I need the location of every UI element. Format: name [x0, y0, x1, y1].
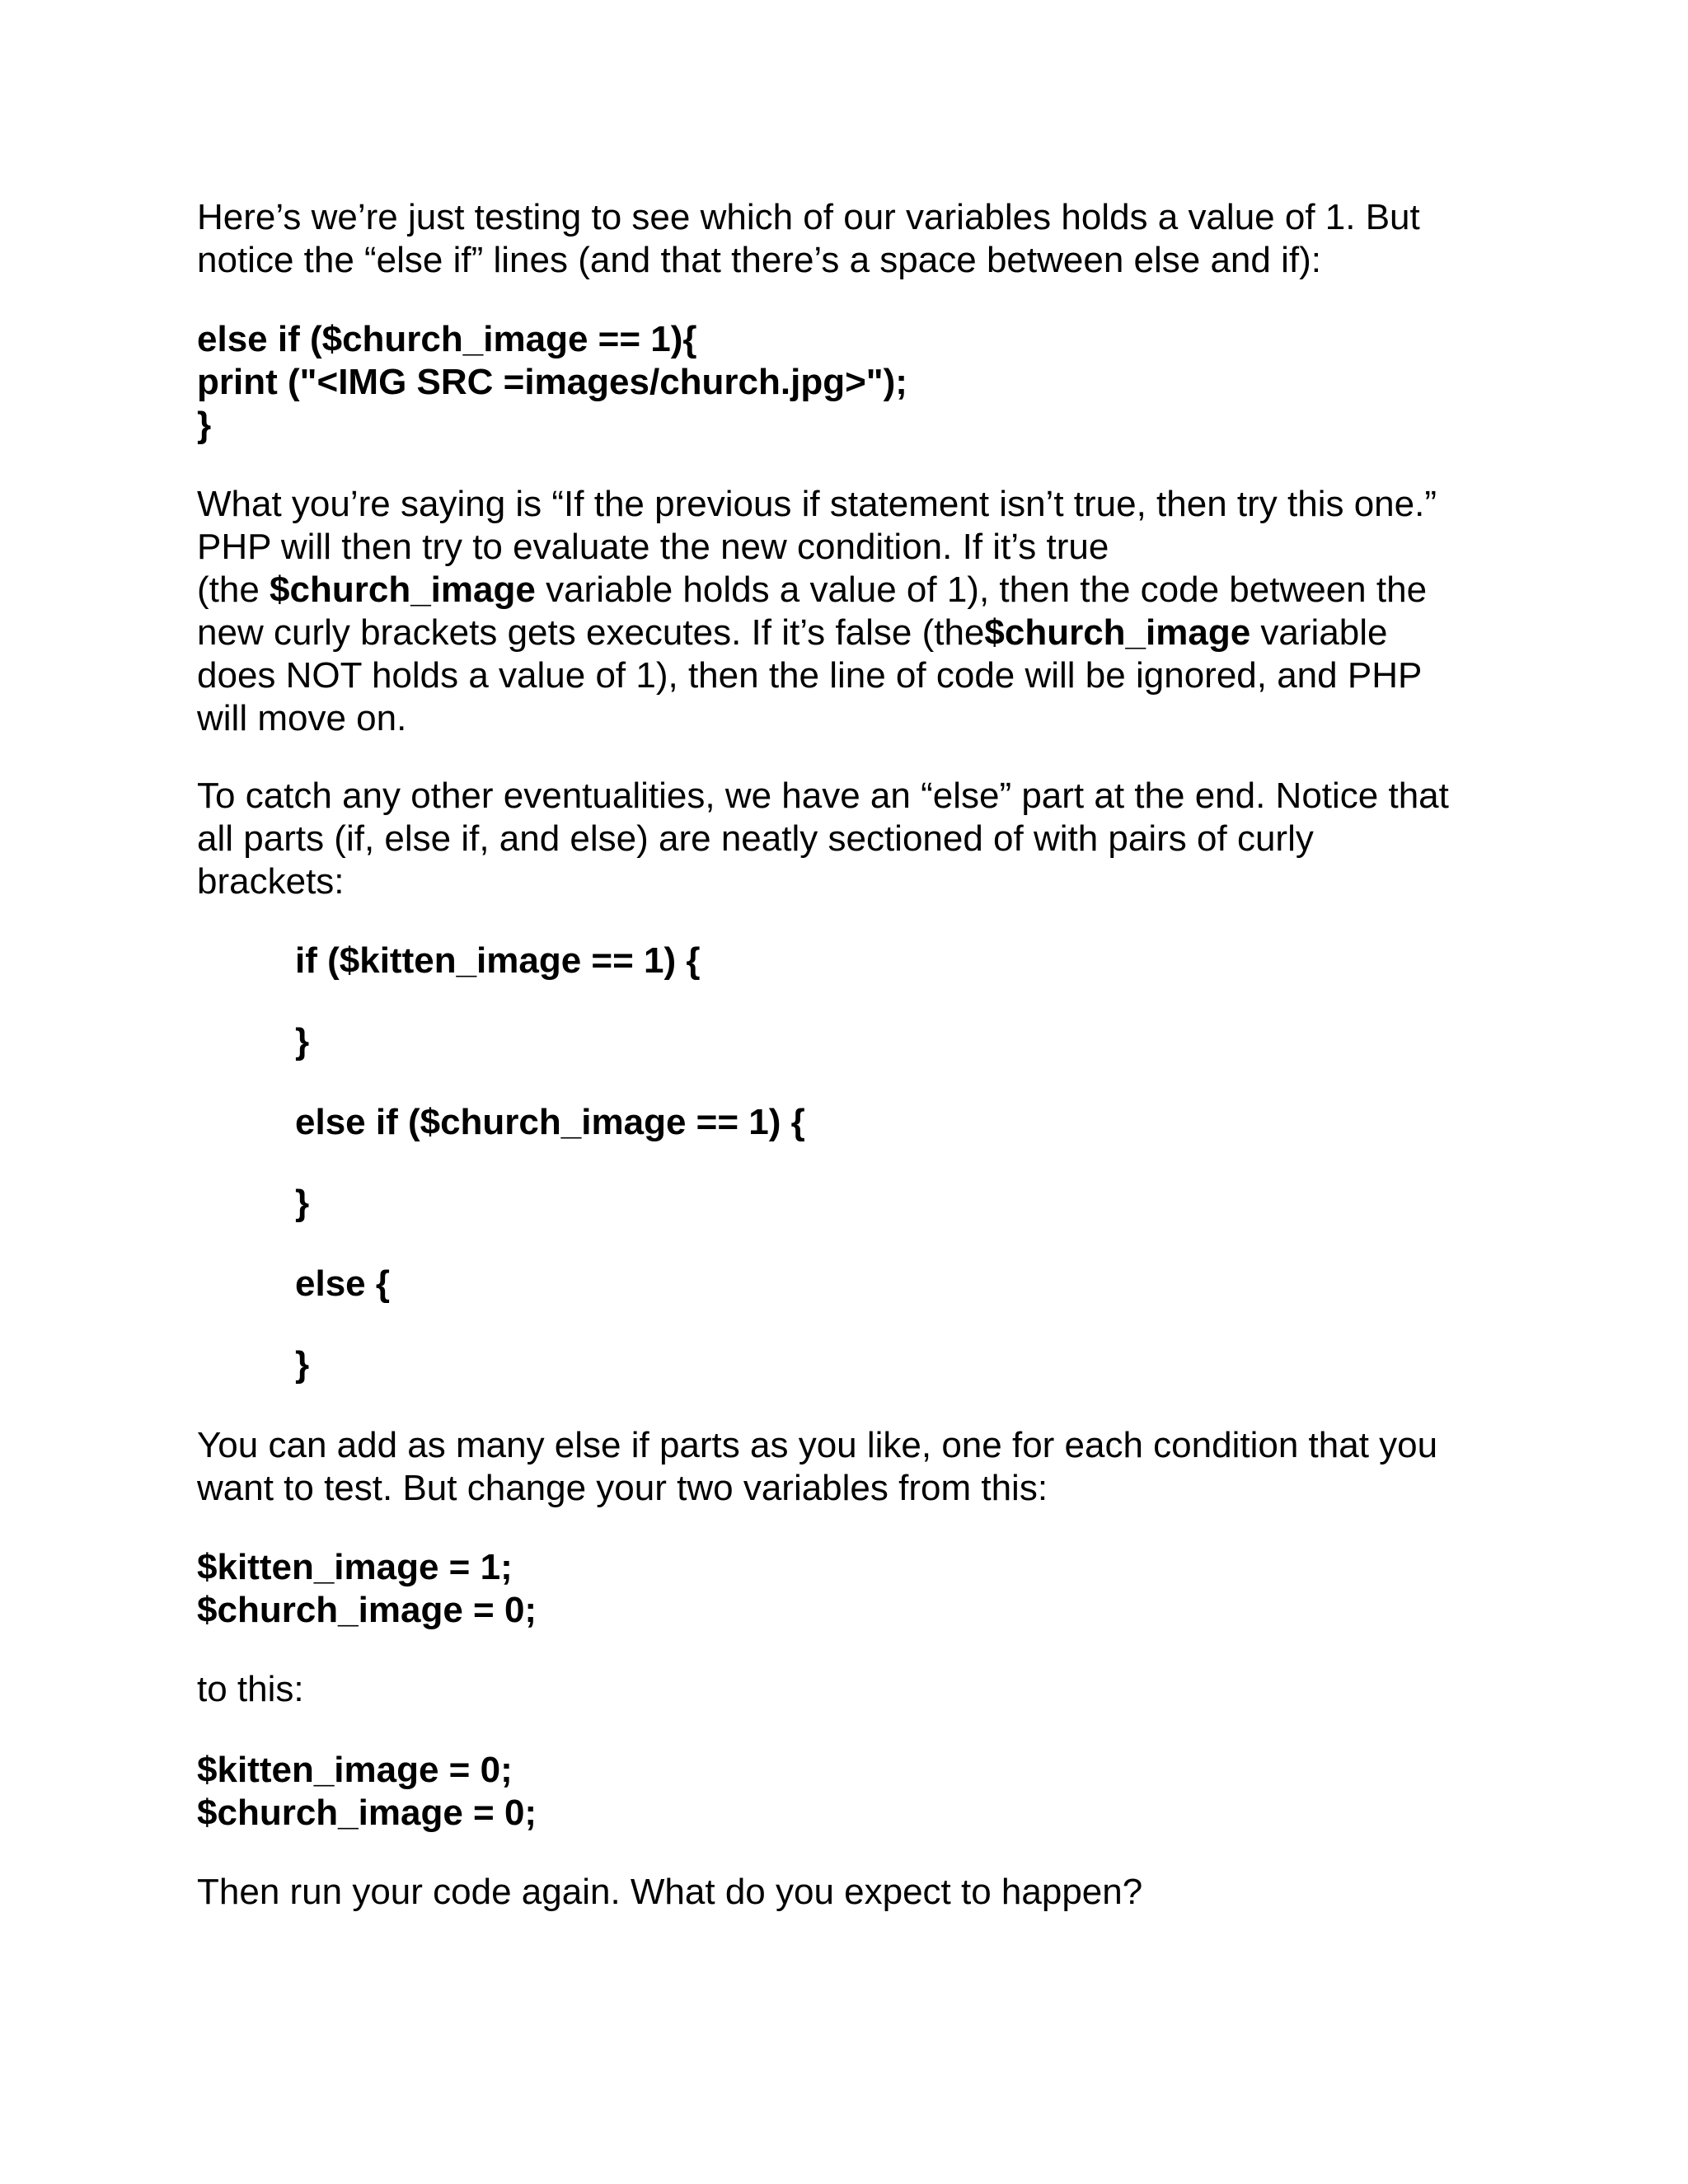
paragraph-add-else-if	[197, 1424, 1437, 1510]
paragraph-run-again	[197, 1871, 1142, 1914]
text-line: notice the “else if” lines (and that there’s a space between else and if):	[197, 240, 1321, 280]
text-line: will move on.	[197, 698, 407, 738]
text-line	[197, 569, 1437, 612]
text-run: variable holds a value of 1), then the code between the	[535, 569, 1428, 610]
code-line: else if ($church_image == 1){	[197, 319, 697, 359]
code-line-close-brace: }	[295, 1344, 310, 1385]
text-line: What you’re saying is “If the previous if statement isn’t true, then try this one.”	[197, 484, 1437, 524]
paragraph-intro	[197, 196, 1420, 282]
paragraph-else-part	[197, 775, 1449, 903]
paragraph-explanation	[197, 483, 1437, 740]
text-line: all parts (if, else if, and else) are neatly sectioned of with pairs of curly	[197, 818, 1314, 859]
text-line: Here’s we’re just testing to see which of our variables holds a value of 1. But	[197, 197, 1420, 237]
code-block-else-if	[197, 318, 907, 447]
code-line-if: if ($kitten_image == 1) {	[295, 940, 701, 981]
text-run: new curly brackets gets executes. If it’s false (the	[197, 612, 985, 653]
text-line	[197, 612, 1437, 654]
text-line: brackets:	[197, 861, 345, 902]
text-line: PHP will then try to evaluate the new condition. If it’s true	[197, 527, 1109, 567]
code-block-variables-before	[197, 1546, 537, 1632]
code-line: $kitten_image = 1;	[197, 1547, 513, 1587]
text-line: want to test. But change your two variables from this:	[197, 1468, 1048, 1508]
paragraph-to-this	[197, 1668, 304, 1711]
text-line: You can add as many else if parts as you like, one for each condition that you	[197, 1425, 1438, 1465]
code-block-variables-after	[197, 1749, 537, 1835]
code-line-else: else {	[295, 1263, 390, 1304]
code-line: }	[197, 405, 212, 445]
code-line-else-if: else if ($church_image == 1) {	[295, 1102, 805, 1142]
variable-name: $church_image	[270, 569, 536, 610]
variable-name: $church_image	[984, 612, 1251, 653]
text-line: to this:	[197, 1669, 304, 1709]
text-line: Then run your code again. What do you expect to happen?	[197, 1872, 1143, 1912]
code-line: print ("<IMG SRC =images/church.jpg>");	[197, 362, 907, 402]
code-line: $church_image = 0;	[197, 1590, 537, 1630]
code-line: $church_image = 0;	[197, 1793, 537, 1833]
code-line-close-brace: }	[295, 1021, 310, 1062]
text-run: (the	[197, 569, 270, 610]
code-line-close-brace: }	[295, 1183, 310, 1223]
code-line: $kitten_image = 0;	[197, 1750, 513, 1790]
text-run: variable	[1250, 612, 1388, 653]
text-line: does NOT holds a value of 1), then the line of code will be ignored, and PHP	[197, 655, 1423, 696]
text-line: To catch any other eventualities, we have an “else” part at the end. Notice that	[197, 776, 1449, 816]
